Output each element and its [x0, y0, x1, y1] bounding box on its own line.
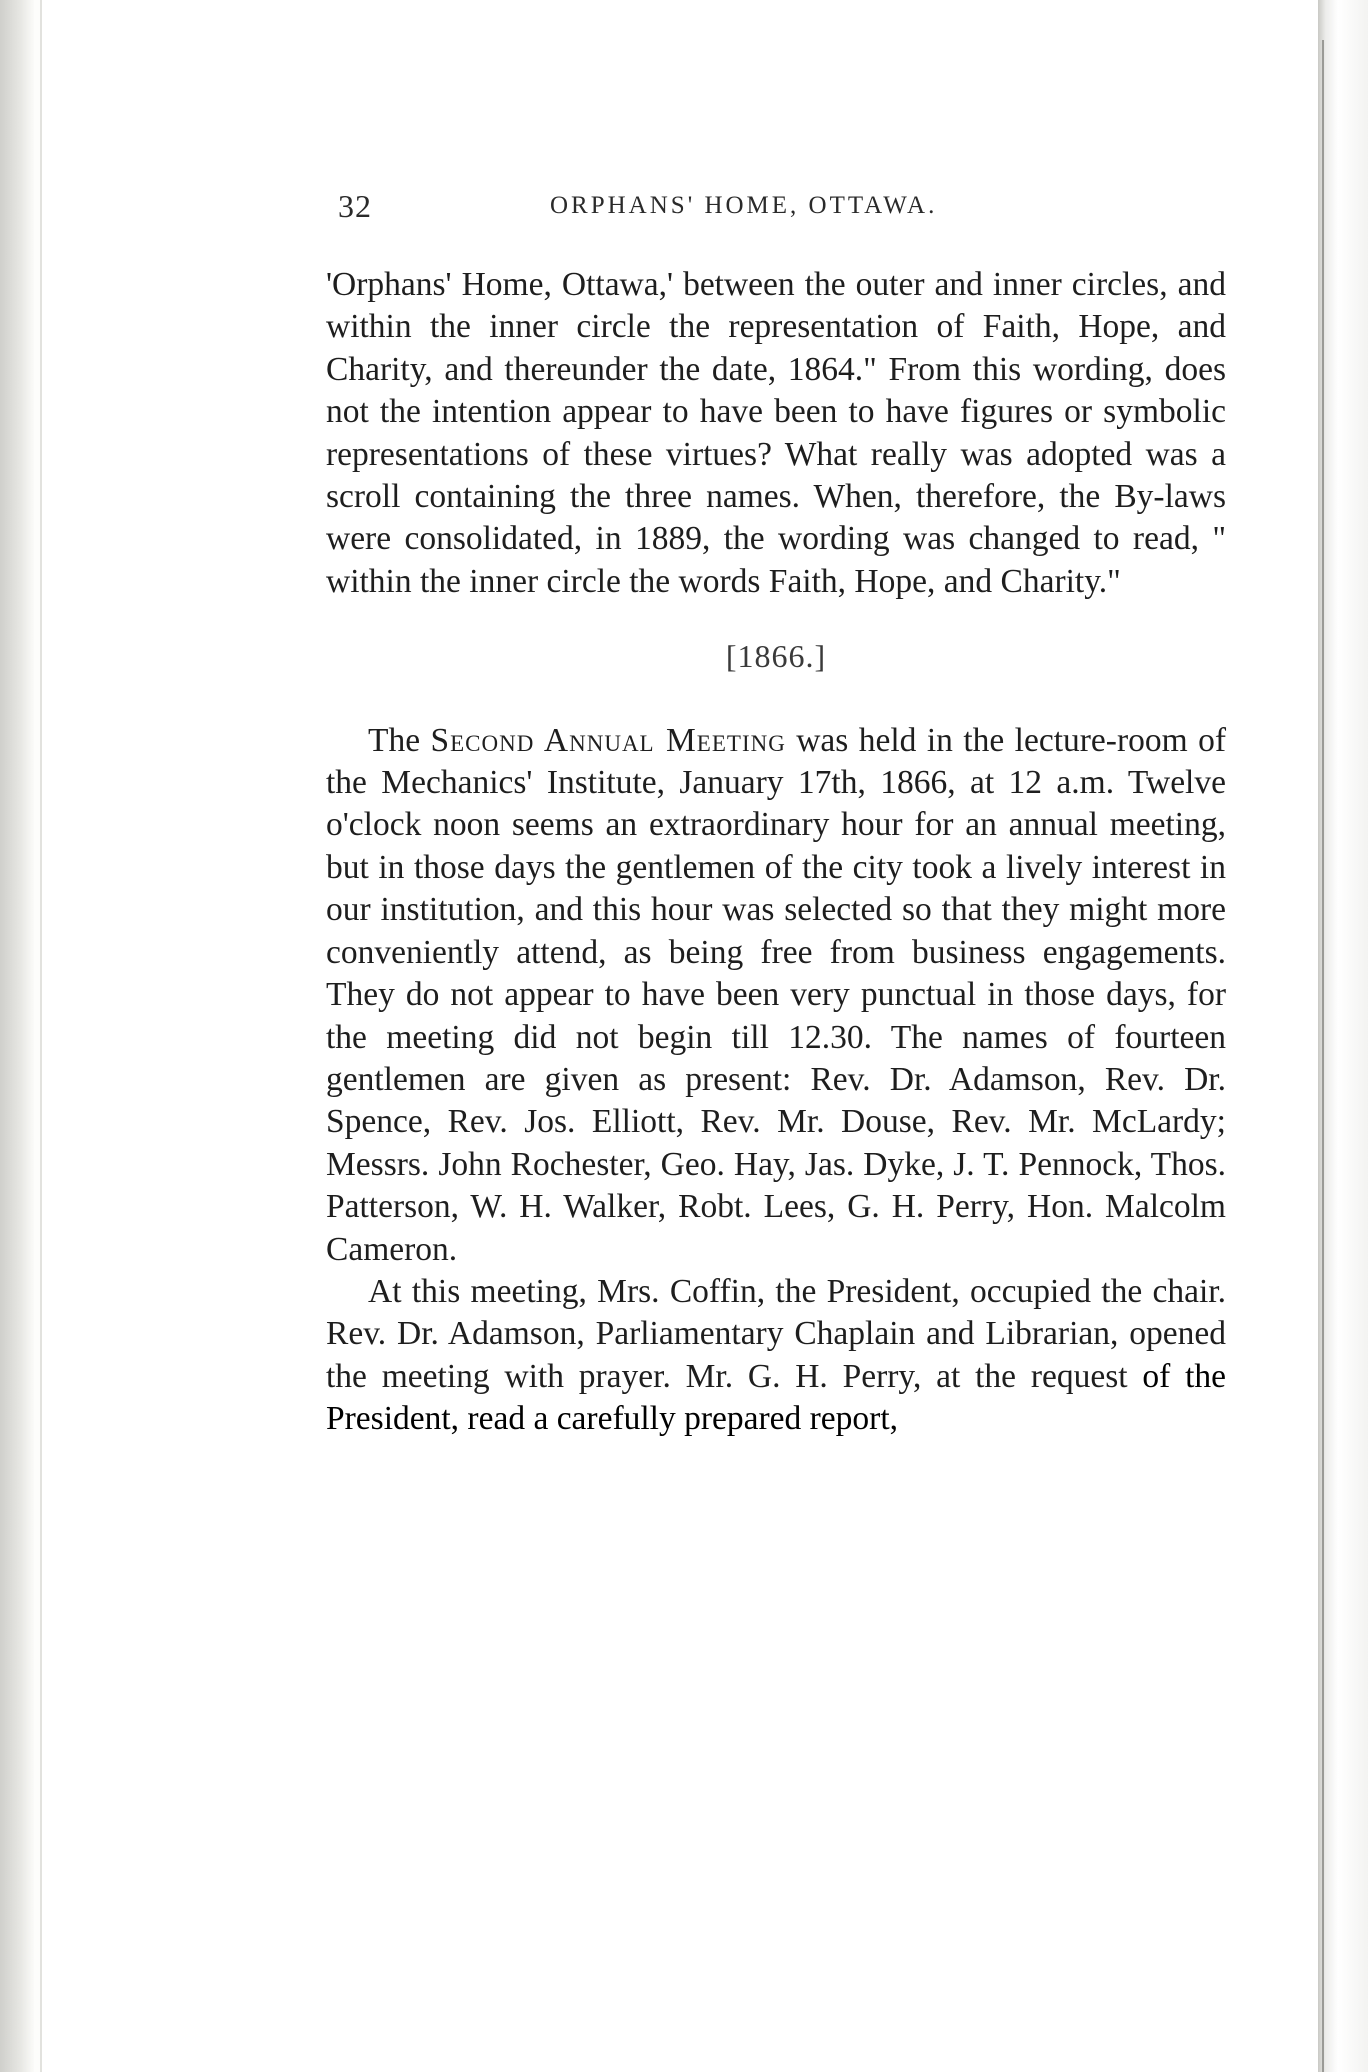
- page-number: 32: [338, 188, 372, 224]
- paragraph-2: [326, 720, 1226, 1271]
- paragraph-2-lead: The: [368, 721, 431, 759]
- left-binding-shadow: [0, 0, 34, 2072]
- right-edge-line: [1322, 40, 1324, 2072]
- second-annual-meeting-heading: Second Annual Meeting: [430, 721, 786, 759]
- paragraph-2-text: was held in the lecture-room of the Mechanics' Institute, January 17th, 1866, at 12 a.m. Twelve o'clock noon seems an extraordinary hour for an annual meeting, but in those days the gentlemen of the city took a lively interest in our institution, and this hour was selected so that they might more conveniently attend, as being free from business engagements. They do not appear to have been very punctual in those days, for the meeting did not begin till 12.30. The names of fourteen gentlemen are given as present: Rev. Dr. Adamson, Rev. Dr. Spence, Rev. Jos. Elliott, Rev. Mr. Douse, Rev. Mr. McLardy; Messrs. John Rochester, Geo. Hay, Jas. Dyke, J. T. Pennock, Thos. Patterson, W. H. Walker, Robt. Lees, G. H. Perry, Hon. Malcolm Cameron.: [326, 721, 1226, 1268]
- page-header: [338, 188, 1238, 238]
- paragraph-3-text: At this meeting, Mrs. Coffin, the President, occupied the chair. Rev. Dr. Adamson, Parliamentary Chaplain and Librarian, opened the meeting with prayer. Mr. G. H. Perry, at the request: [326, 1272, 1226, 1395]
- paragraph-1: 'Orphans' Home, Ottawa,' between the outer and inner circles, and within the inner circle the representation of Faith, Hope, and Charity, and thereunder the date, 1864." From this wording, does not the intention appear to have been to have figures or symbolic representations of these virtues? What really was adopted was a scroll containing the three names. When, therefore, the By-laws were consolidated, in 1889, the wording was changed to read, " within the inner circle the words Faith, Hope, and Charity.": [326, 266, 1226, 600]
- paragraph-3-last-line: of the President, read a carefully prepared report,: [326, 1357, 1226, 1438]
- year-heading: [1866.]: [725, 638, 827, 675]
- running-title: ORPHANS' HOME, OTTAWA.: [550, 192, 938, 219]
- page-body: [326, 264, 1226, 1441]
- right-page-edge: [1318, 0, 1368, 2072]
- paragraph-3: [326, 1271, 1226, 1441]
